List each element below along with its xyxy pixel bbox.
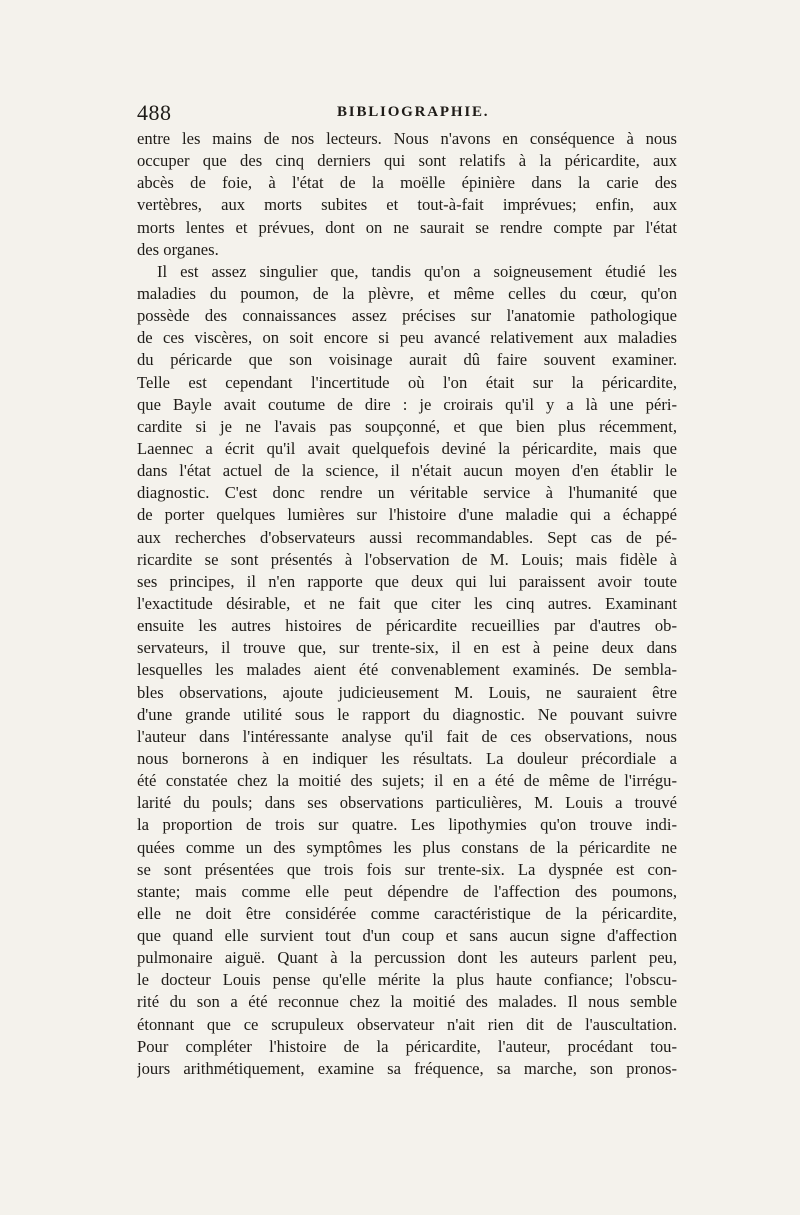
text-line: été constatée chez la moitié des sujets; il en a été de même de l'irrégu- (137, 771, 677, 791)
text-line: occuper que des cinq derniers qui sont relatifs à la péricardite, aux (137, 151, 677, 171)
text-line: stante; mais comme elle peut dépendre de l'affection des poumons, (137, 881, 677, 901)
text-line: lesquelles les malades aient été convenablement examinés. De sembla- (137, 660, 677, 680)
text-line: se sont présentées que trois fois sur trente-six. La dyspnée est con- (137, 859, 677, 879)
text-line: larité du pouls; dans ses observations particulières, M. Louis a trouvé (137, 793, 677, 813)
text-line: nous bornerons à en indiquer les résultats. La douleur précordiale a (137, 748, 677, 768)
text-line: possède des connaissances assez précises sur l'anatomie pathologique (137, 306, 677, 326)
text-line: d'une grande utilité sous le rapport du diagnostic. Ne pouvant suivre (137, 704, 677, 724)
text-line: ricardite se sont présentés à l'observation de M. Louis; mais fidèle à (137, 549, 677, 569)
text-line: servateurs, il trouve que, sur trente-six, il en est à peine deux dans (137, 638, 677, 658)
text-line: ses principes, il n'en rapporte que deux qui lui paraissent avoir toute (137, 571, 677, 591)
text-line: rité du son a été reconnue chez la moitié des malades. Il nous semble (137, 992, 677, 1012)
text-line: étonnant que ce scrupuleux observateur n'ait rien dit de l'auscultation. (137, 1014, 677, 1034)
text-line: vertèbres, aux morts subites et tout-à-fait imprévues; enfin, aux (137, 195, 677, 215)
text-line: l'auteur dans l'intéressante analyse qu'il fait de ces observations, nous (137, 726, 677, 746)
text-line: elle ne doit être considérée comme caractéristique de la péricardite, (137, 903, 677, 923)
text-line: Il est assez singulier que, tandis qu'on a soigneusement étudié les (157, 261, 677, 281)
text-line: bles observations, ajoute judicieusement M. Louis, ne sauraient être (137, 682, 677, 702)
text-line: Pour compléter l'histoire de la péricardite, l'auteur, procédant tou- (137, 1036, 677, 1056)
text-line: la proportion de trois sur quatre. Les lipothymies qu'on trouve indi- (137, 815, 677, 835)
text-line: entre les mains de nos lecteurs. Nous n'avons en conséquence à nous (137, 129, 677, 148)
text-line: que quand elle survient tout d'un coup et sans aucun signe d'affection (137, 926, 677, 946)
text-line: morts lentes et prévues, dont on ne saurait se rendre compte par l'état (137, 217, 677, 237)
text-line: de ces viscères, on soit encore si peu avancé relativement aux maladies (137, 328, 677, 348)
text-line: que Bayle avait coutume de dire : je croirais qu'il y a là une péri- (137, 394, 677, 414)
text-line: jours arithmétiquement, examine sa fréquence, sa marche, son pronos- (137, 1058, 677, 1078)
text-line: diagnostic. C'est donc rendre un véritable service à l'humanité que (137, 483, 677, 503)
text-line: ensuite les autres histoires de péricardite recueillies par d'autres ob- (137, 616, 677, 636)
text-line: le docteur Louis pense qu'elle mérite la plus haute confiance; l'obscu- (137, 970, 677, 990)
text-line: maladies du poumon, de la plèvre, et même celles du cœur, qu'on (137, 283, 677, 303)
running-title: BIBLIOGRAPHIE. (337, 104, 490, 120)
text-line: quées comme un des symptômes les plus constans de la péricardite ne (137, 837, 677, 857)
text-line: de porter quelques lumières sur l'histoire d'une maladie qui a échappé (137, 505, 677, 525)
running-head (137, 100, 677, 126)
body-text (137, 128, 677, 1080)
text-line: pulmonaire aiguë. Quant à la percussion dont les auteurs parlent peu, (137, 948, 677, 968)
text-line: cardite si je ne l'avais pas soupçonné, et que bien plus récemment, (137, 416, 677, 436)
text-line: dans l'état actuel de la science, il n'était aucun moyen d'en établir le (137, 461, 677, 481)
text-line: Telle est cependant l'incertitude où l'on était sur la péricardite, (137, 372, 677, 392)
text-line: des organes. (137, 239, 219, 259)
text-line: aux recherches d'observateurs aussi recommandables. Sept cas de pé- (137, 527, 677, 547)
text-line: l'exactitude désirable, et ne fait que citer les cinq autres. Examinant (137, 593, 677, 613)
page-number: 488 (137, 100, 172, 125)
text-line: abcès de foie, à l'état de la moëlle épinière dans la carie des (137, 173, 677, 193)
text-line: Laennec a écrit qu'il avait quelquefois deviné la péricardite, mais que (137, 438, 677, 458)
text-line: du péricarde que son voisinage aurait dû faire souvent examiner. (137, 350, 677, 370)
